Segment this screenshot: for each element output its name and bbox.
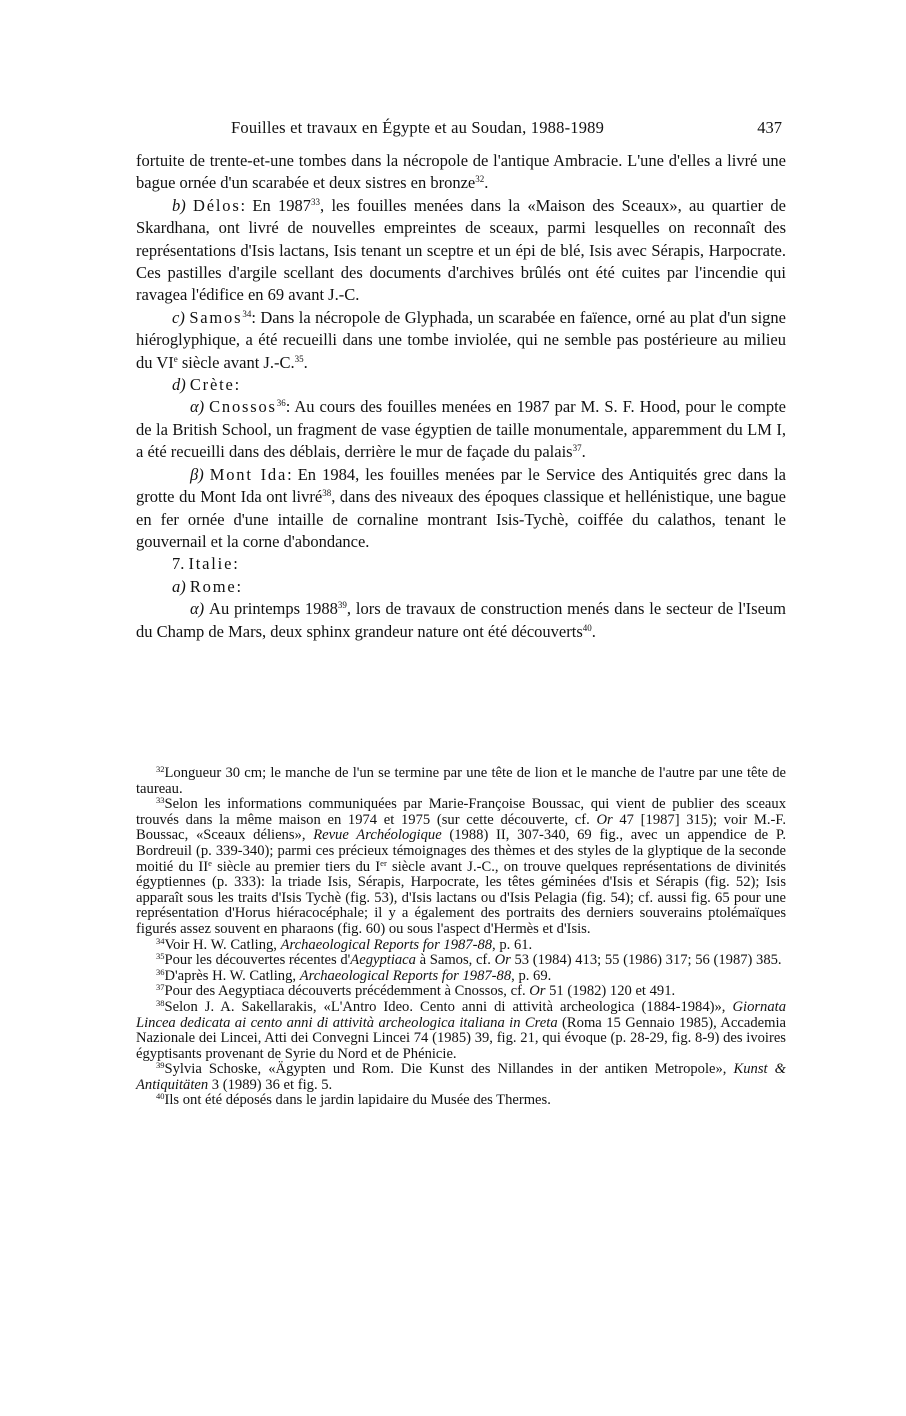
text: : Dans la nécropole de Glyphada, un scarabée en faïence, orné au plat d'un signe hiéroglyphique, a été recueilli dans une tombe inviolée, qui ne semble pas postérieure au milieu du VI (136, 307, 787, 372)
footnote-37 (136, 984, 786, 1000)
footnote-text: Selon les informations communiquées par Marie-Françoise Boussac, qui vient de publier des sceaux trouvés dans la même maison en 1974 et 1975 (sur cette découverte, cf. (136, 796, 786, 828)
text: , lors de travaux de construction menés dans le secteur de l'Iseum du Champ de Mars, deux sphinx grandeur nature ont été découverts (136, 599, 786, 641)
footnote-ref-34: 34 (242, 308, 252, 319)
text: : En 1987 (240, 195, 312, 215)
site-name: Samos (189, 307, 243, 327)
footnote-text: , p. 69. (511, 967, 552, 984)
text: . (591, 621, 596, 641)
footnote-number: 34 (156, 935, 165, 946)
footnote-text: D'après H. W. Catling, (164, 967, 300, 984)
italic-text: Or (529, 983, 546, 1000)
footnote-39 (136, 1062, 786, 1093)
footnote-number: 36 (156, 966, 165, 977)
footnote-35 (136, 953, 786, 969)
text: : (233, 554, 238, 574)
italic-text: Aegyptiaca (350, 952, 416, 969)
footnote-38 (136, 997, 786, 1062)
journal-title: Revue Archéologique (313, 827, 442, 844)
heading-italie (136, 553, 786, 575)
heading-label: Italie (188, 554, 234, 574)
paragraph-mont-ida (136, 464, 786, 554)
site-name: Mont Ida (209, 464, 288, 484)
footnote-text: siècle avant J.-C., on trouve quelques représentations de divinités égyptiennes (p. 333): la triade Isis, Sérapis, Harpocrate, les têtes géminées d'Isis et Sérapis (fig. 52); Isis apparaît sous les traits d'Isis Tychè (fig. 53), d'Isis lactans ou d'Isis Pelagia (fig. 54); cf. aussi fig. 65 pour une représentation d'Horus hiéracocéphale; il y a également des portraits des derniers souverains ptolémaïques figurés assez souvent en pharaons (fig. 60) ou sous l'aspect d'Hermès et d'Isis. (136, 858, 787, 937)
footnote-text: Selon J. A. Sakellarakis, «L'Antro Ideo. Cento anni di attività archeologica (1884-1984)», (164, 998, 733, 1015)
running-title: Fouilles et travaux en Égypte et au Soudan, 1988-1989 (231, 118, 605, 137)
journal-title: Kunst & Antiquitäten (136, 1061, 787, 1093)
footnote-text: Voir H. W. Catling, (164, 936, 281, 953)
footnote-number: 38 (156, 997, 165, 1008)
footnote-34 (136, 935, 786, 954)
site-name: Délos (193, 195, 241, 215)
footnote-ref-36: 36 (276, 398, 286, 409)
footnote-number: 32 (156, 764, 165, 774)
footnotes (136, 766, 786, 1109)
footnote-number: 35 (156, 951, 165, 962)
text: . (303, 352, 308, 372)
superscript: e (173, 353, 178, 364)
text: . (581, 442, 586, 462)
footnote-ref-37: 37 (572, 443, 582, 454)
text: siècle avant J.-C. (177, 352, 295, 372)
list-marker: α) (190, 397, 205, 417)
footnote-ref-32: 32 (475, 174, 485, 185)
footnote-32 (136, 766, 786, 797)
heading-label: Rome (189, 576, 237, 596)
footnote-text: (Roma 15 Gennaio 1985), Accademia Nazionale dei Lincei, Atti dei Convegni Lincei 74 (1985) 39, fig. 21, qui évoque (p. 28-29, fig. 8-9) des ivoires égyptisants provenant de Syrie du Nord et de Phénicie. (136, 1014, 786, 1062)
text: : Au cours des fouilles menées en 1987 par M. S. F. Hood, pour le compte de la British School, un fragment de vase égyptien de taille monumentale, apparemment du LM I, a été recueilli dans des déblais, derrière le mur de façade du palais (136, 397, 786, 462)
paragraph-samos (136, 307, 786, 374)
list-marker: β) (190, 464, 204, 484)
heading-rome (136, 576, 786, 598)
text: fortuite de trente-et-une tombes dans la nécropole de l'antique Ambracie. L'une d'elles a livré une bague ornée d'un scarabée et deux sistres en bronze (136, 151, 786, 193)
paragraph-delos (136, 195, 786, 307)
paragraph-ambracie (136, 150, 786, 195)
italic-text: Giornata Lincea dedicata ai cento anni di attività archeologica italiana in Creta (136, 998, 786, 1031)
text: : En 1984, les fouilles menées par le Service des Antiquités grec dans la grotte du Mont Ida ont livré (136, 464, 786, 507)
main-text (136, 150, 786, 643)
footnote-text: Pour des Aegyptiaca découverts précédemment à Cnossos, cf. (164, 983, 530, 1000)
text: : (236, 576, 242, 596)
footnote-text: Sylvia Schoske, «Ägypten und Rom. Die Kunst des Nillandes in der antiken Metropole», (164, 1061, 734, 1078)
footnote-ref-40: 40 (582, 622, 592, 633)
footnote-number: 40 (156, 1091, 165, 1102)
footnote-ref-33: 33 (311, 196, 321, 207)
list-marker: 7. (172, 554, 185, 574)
list-marker: b) (172, 195, 186, 215)
text: : (234, 375, 240, 395)
footnote-ref-38: 38 (322, 488, 332, 499)
footnote-text: , p. 61. (492, 936, 533, 953)
page-number: 437 (757, 118, 782, 137)
text: , dans des niveaux des époques classique et hellénistique, une bague en fer ornée d'une intaille de cornaline montrant Isis-Tychè, coiffée du calathos, tenant le gouvernail et la corne d'abondance. (136, 487, 786, 551)
footnote-40 (136, 1093, 786, 1109)
footnote-36 (136, 966, 786, 985)
italic-text: Or (596, 811, 613, 828)
list-marker: a) (172, 576, 186, 596)
text: , les fouilles menées dans la «Maison des Sceaux», au quartier de Skardhana, ont livré de nouvelles empreintes de sceaux, parmi lesquelles on reconnaît des représentations d'Isis lactans, Isis tenant un sceptre et un épi de blé, Isis avec Sérapis, Harpocrate. Ces pastilles d'argile scellant des documents d'archives brûlés ont été cuites par l'incendie qui ravagea l'édifice en 69 avant J.-C. (136, 195, 787, 305)
list-marker: α) (190, 599, 205, 619)
superscript: e (208, 857, 212, 868)
text: . (484, 173, 489, 193)
footnote-ref-35: 35 (294, 353, 304, 364)
footnote-text: 3 (1989) 36 et fig. 5. (208, 1076, 333, 1093)
footnote-text: à Samos, cf. (415, 952, 495, 969)
italic-text: Or (494, 952, 511, 969)
journal-title: Archaeological Reports for 1987-88 (299, 967, 512, 984)
running-header (136, 112, 786, 138)
footnote-text: siècle au premier tiers du I (211, 858, 381, 875)
paragraph-cnossos (136, 396, 786, 463)
list-marker: c) (172, 307, 185, 327)
footnote-text: 47 [1987] 315); voir M.-F. Boussac, «Sceaux déliens», (136, 811, 787, 844)
footnote-text: Pour les découvertes récentes d' (164, 952, 351, 969)
footnote-number: 33 (156, 795, 165, 806)
footnote-ref-39: 39 (337, 600, 347, 611)
heading-label: Crète (189, 375, 235, 395)
site-name: Cnossos (209, 397, 277, 417)
heading-crete (136, 374, 786, 396)
footnote-33 (136, 797, 786, 937)
footnote-text: Ils ont été déposés dans le jardin lapidaire du Musée des Thermes. (164, 1092, 551, 1109)
superscript: er (380, 857, 387, 868)
paragraph-rome (136, 598, 786, 643)
footnote-text: 53 (1984) 413; 55 (1986) 317; 56 (1987) 385. (510, 952, 782, 969)
journal-title: Archaeological Reports for 1987-88 (280, 936, 493, 953)
footnote-number: 39 (156, 1060, 165, 1071)
footnote-number: 37 (156, 982, 165, 993)
text: Au printemps 1988 (204, 599, 338, 619)
footnote-text: (1988) II, 307-340, 69 fig., avec un appendice de P. Bordreuil (p. 339-340); parmi ces précieux témoignages des thèmes et des styles de la glyptique de la seconde moitié du II (136, 827, 786, 875)
list-marker: d) (172, 375, 186, 395)
page (136, 112, 786, 643)
footnote-text: Longueur 30 cm; le manche de l'un se termine par une tête de lion et le manche de l'autre par une tête de taureau. (136, 765, 786, 797)
footnote-text: 51 (1982) 120 et 491. (545, 983, 676, 1000)
